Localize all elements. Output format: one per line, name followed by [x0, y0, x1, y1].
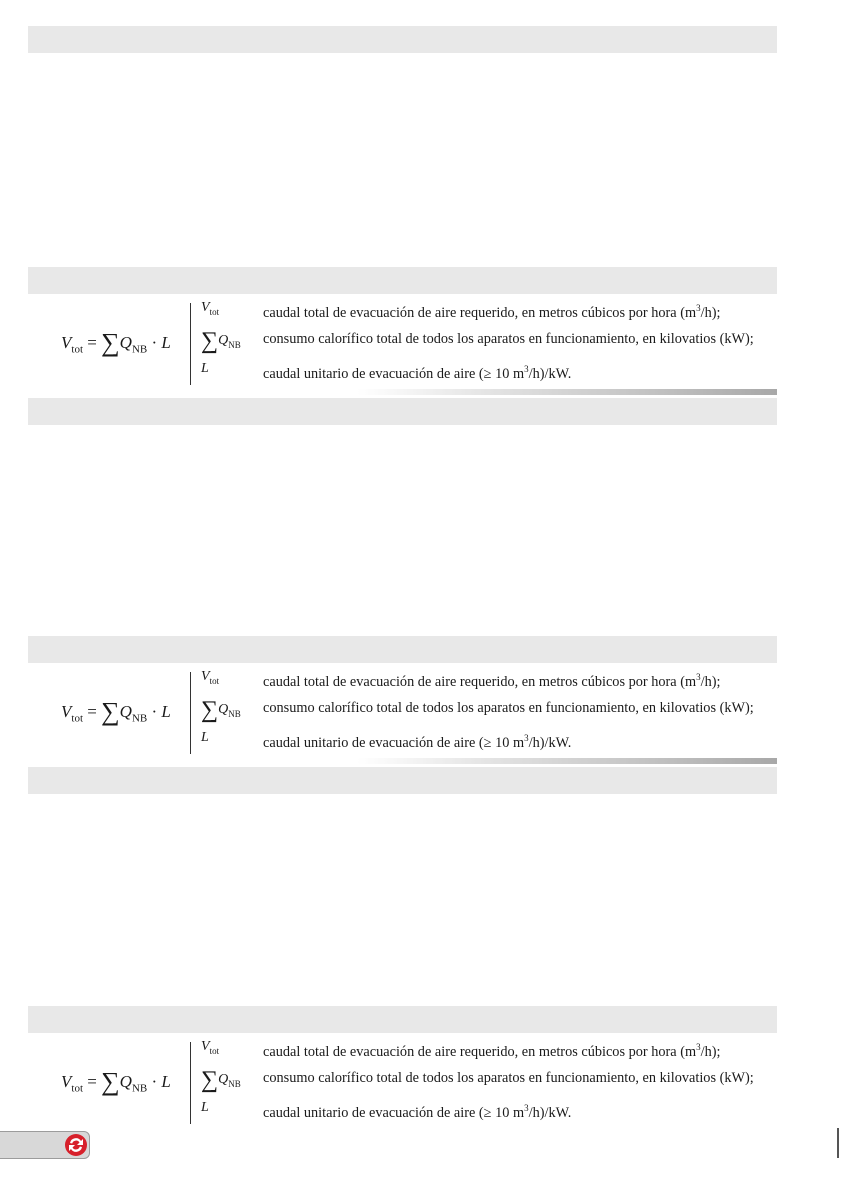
gradient-rule	[357, 758, 777, 764]
section-header-bar	[28, 1006, 777, 1033]
section-header-bar	[28, 767, 777, 794]
page-edge-mark	[837, 1128, 839, 1158]
formula-divider	[190, 303, 191, 385]
section-header-bar	[28, 26, 777, 53]
formula-block: $V_{tot} = \sum Q_{NB} \cdot L$ $V_{tot}$ caudal total de evacuación de aire requerido, en metros cúbicos por hora $(m^3/h)$; $\sum Q_{NB}$ consumo calorífico total de todos los aparatos en funcionamiento, en kilovatios (kW); L caudal unitario de evacuación de aire (≥ 10 $m^3/h)/kW$.	[28, 1037, 777, 1130]
formula-block: $V_{tot} = \sum Q_{NB} \cdot L$ $V_{tot}$ caudal total de evacuación de aire requerido, en metros cúbicos por hora $(m^3/h)$; $\sum Q_{NB}$ consumo calorífico total de todos los aparatos en funcionamiento, en kilovatios (kW); L caudal unitario de evacuación de aire (≥ 10 $m^3/h)/kW$.	[28, 298, 777, 391]
formula-equation: $V_{tot} = \sum Q_{NB} \cdot L$	[61, 328, 171, 357]
formula-block: $V_{tot} = \sum Q_{NB} \cdot L$ $V_{tot}$ caudal total de evacuación de aire requerido, en metros cúbicos por hora $(m^3/h)$; $\sum Q_{NB}$ consumo calorífico total de todos los aparatos en funcionamiento, en kilovatios (kW); L caudal unitario de evacuación de aire (≥ 10 $m^3/h)/kW$.	[28, 667, 777, 760]
section-header-bar	[28, 267, 777, 294]
recycle-arrows-logo-icon	[64, 1133, 88, 1157]
section-header-bar	[28, 398, 777, 425]
section-header-bar	[28, 636, 777, 663]
formula-equation: $V_{tot} = \sum Q_{NB} \cdot L$	[61, 1067, 171, 1096]
gradient-rule	[357, 389, 777, 395]
formula-divider	[190, 672, 191, 754]
formula-equation: $V_{tot} = \sum Q_{NB} \cdot L$	[61, 697, 171, 726]
formula-divider	[190, 1042, 191, 1124]
